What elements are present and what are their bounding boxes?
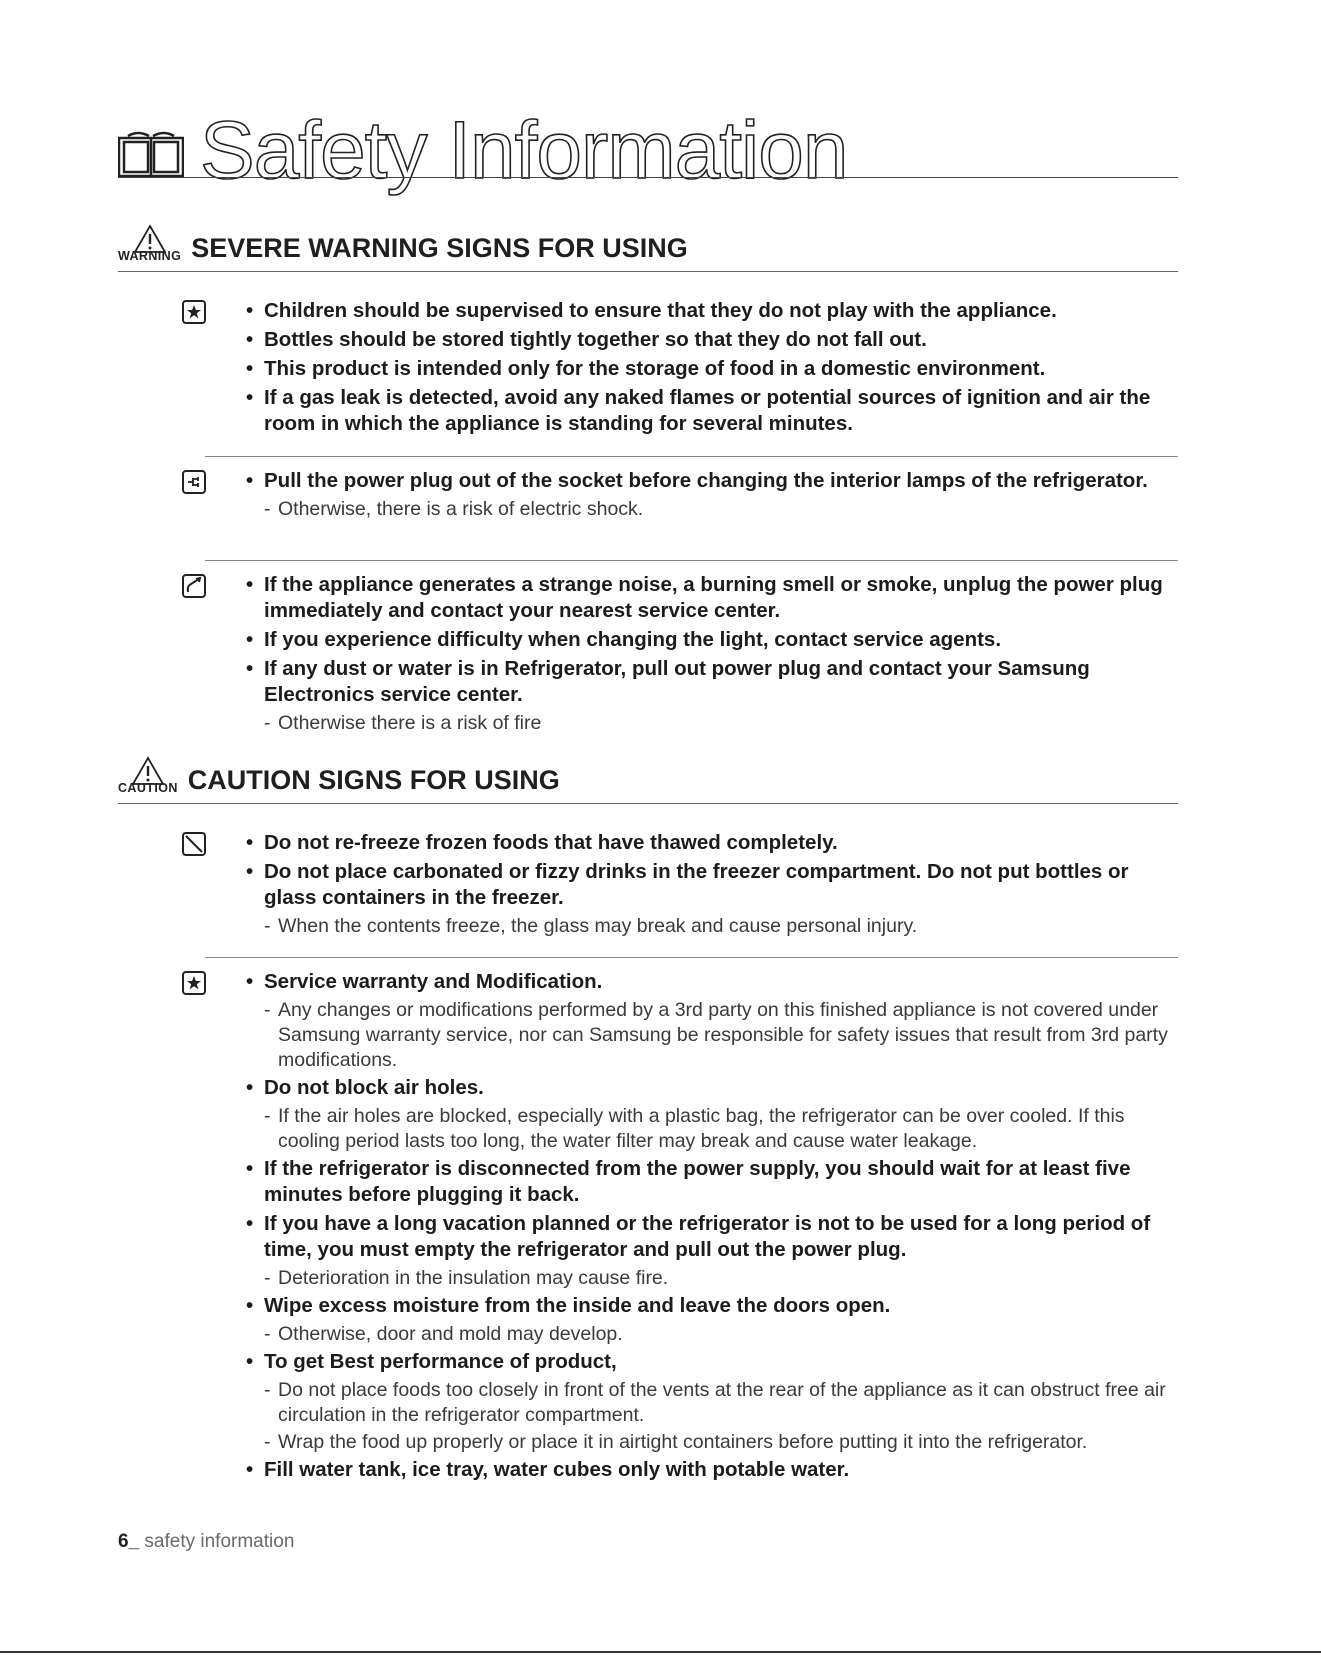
group-divider xyxy=(205,456,1178,457)
warning-section-heading xyxy=(118,216,688,262)
page-title xyxy=(118,105,848,196)
list-item: • Children should be supervised to ensure that they do not play with the appliance. xyxy=(246,298,1176,324)
list-item: • To get Best performance of product, xyxy=(246,1349,1176,1375)
list-item: • If you experience difficulty when changing the light, contact service agents. xyxy=(246,627,1176,653)
list-subitem: - Deterioration in the insulation may cause fire. xyxy=(264,1267,669,1289)
list-subitem: - If the air holes are blocked, especially with a plastic bag, the refrigerator can be over cooled. If this cooling period lasts too long, the water filter may break and cause water leakage. xyxy=(264,1105,1125,1152)
caution-sign-label: CAUTION xyxy=(118,780,178,795)
warning-sign-label: WARNING xyxy=(118,248,182,263)
contact-service-icon xyxy=(182,574,206,598)
caution-section-heading xyxy=(118,748,560,794)
list-item: • Pull the power plug out of the socket before changing the interior lamps of the refrigerator. xyxy=(246,468,1176,494)
list-subitem: - When the contents freeze, the glass may break and cause personal injury. xyxy=(264,915,918,937)
warning-sign xyxy=(118,216,181,262)
unplug-icon xyxy=(182,470,206,494)
warning-section-title: SEVERE WARNING SIGNS FOR USING xyxy=(191,233,688,263)
page-number: 6_ xyxy=(118,1531,140,1552)
group-divider xyxy=(205,560,1178,561)
caution-sign xyxy=(118,748,178,794)
list-item: • If you have a long vacation planned or the refrigerator is not to be used for a long period of time, you must empty the refrigerator and pull out the power plug. xyxy=(246,1211,1176,1263)
list-item: • Bottles should be stored tightly together so that they do not fall out. xyxy=(246,327,1176,353)
list-item: • If any dust or water is in Refrigerator, pull out power plug and contact your Samsung Electronics service center. xyxy=(246,656,1176,708)
list-item: • Do not place carbonated or fizzy drinks in the freezer compartment. Do not put bottles or glass containers in the freezer. xyxy=(246,859,1176,911)
list-item: • This product is intended only for the storage of food in a domestic environment. xyxy=(246,356,1176,382)
caution-section-title: CAUTION SIGNS FOR USING xyxy=(187,765,560,795)
caution-divider xyxy=(118,803,1178,804)
manual-book-icon xyxy=(118,128,184,178)
star-in-box-icon xyxy=(182,971,206,995)
page-bottom-edge xyxy=(0,1651,1321,1653)
list-subitem: - Do not place foods too closely in front of the vents at the rear of the appliance as it can obstruct free air circulation in the refrigerator compartment. xyxy=(264,1379,1166,1426)
footer-label: safety information xyxy=(144,1531,295,1552)
star-in-box-icon xyxy=(182,300,206,324)
list-item: • If the appliance generates a strange noise, a burning smell or smoke, unplug the power plug immediately and contact your nearest service center. xyxy=(246,572,1176,624)
list-item: • Fill water tank, ice tray, water cubes only with potable water. xyxy=(246,1457,1176,1483)
page-footer xyxy=(118,1531,294,1553)
list-item: • Service warranty and Modification. xyxy=(246,969,1176,995)
title-divider xyxy=(118,177,1178,178)
list-subitem: - Otherwise, door and mold may develop. xyxy=(264,1323,623,1345)
page-title-text: Safety Information xyxy=(200,105,848,196)
list-subitem: - Otherwise, there is a risk of electric shock. xyxy=(264,498,644,520)
list-subitem: - Wrap the food up properly or place it in airtight containers before putting it into the refrigerator. xyxy=(264,1431,1088,1453)
group-divider xyxy=(205,957,1178,958)
prohibited-icon xyxy=(182,832,206,856)
list-item: • Do not re-freeze frozen foods that have thawed completely. xyxy=(246,830,1176,856)
list-subitem: - Otherwise there is a risk of fire xyxy=(264,712,542,734)
warning-divider xyxy=(118,271,1178,272)
list-item: • If a gas leak is detected, avoid any naked flames or potential sources of ignition and air the room in which the appliance is standing for several minutes. xyxy=(246,385,1176,437)
list-item: • If the refrigerator is disconnected from the power supply, you should wait for at least five minutes before plugging it back. xyxy=(246,1156,1176,1208)
list-subitem: - Any changes or modifications performed by a 3rd party on this finished appliance is not covered under Samsung warranty service, nor can Samsung be responsible for safety issues that result from 3rd party modifications. xyxy=(264,999,1168,1071)
list-item: • Wipe excess moisture from the inside and leave the doors open. xyxy=(246,1293,1176,1319)
list-item: • Do not block air holes. xyxy=(246,1075,1176,1101)
